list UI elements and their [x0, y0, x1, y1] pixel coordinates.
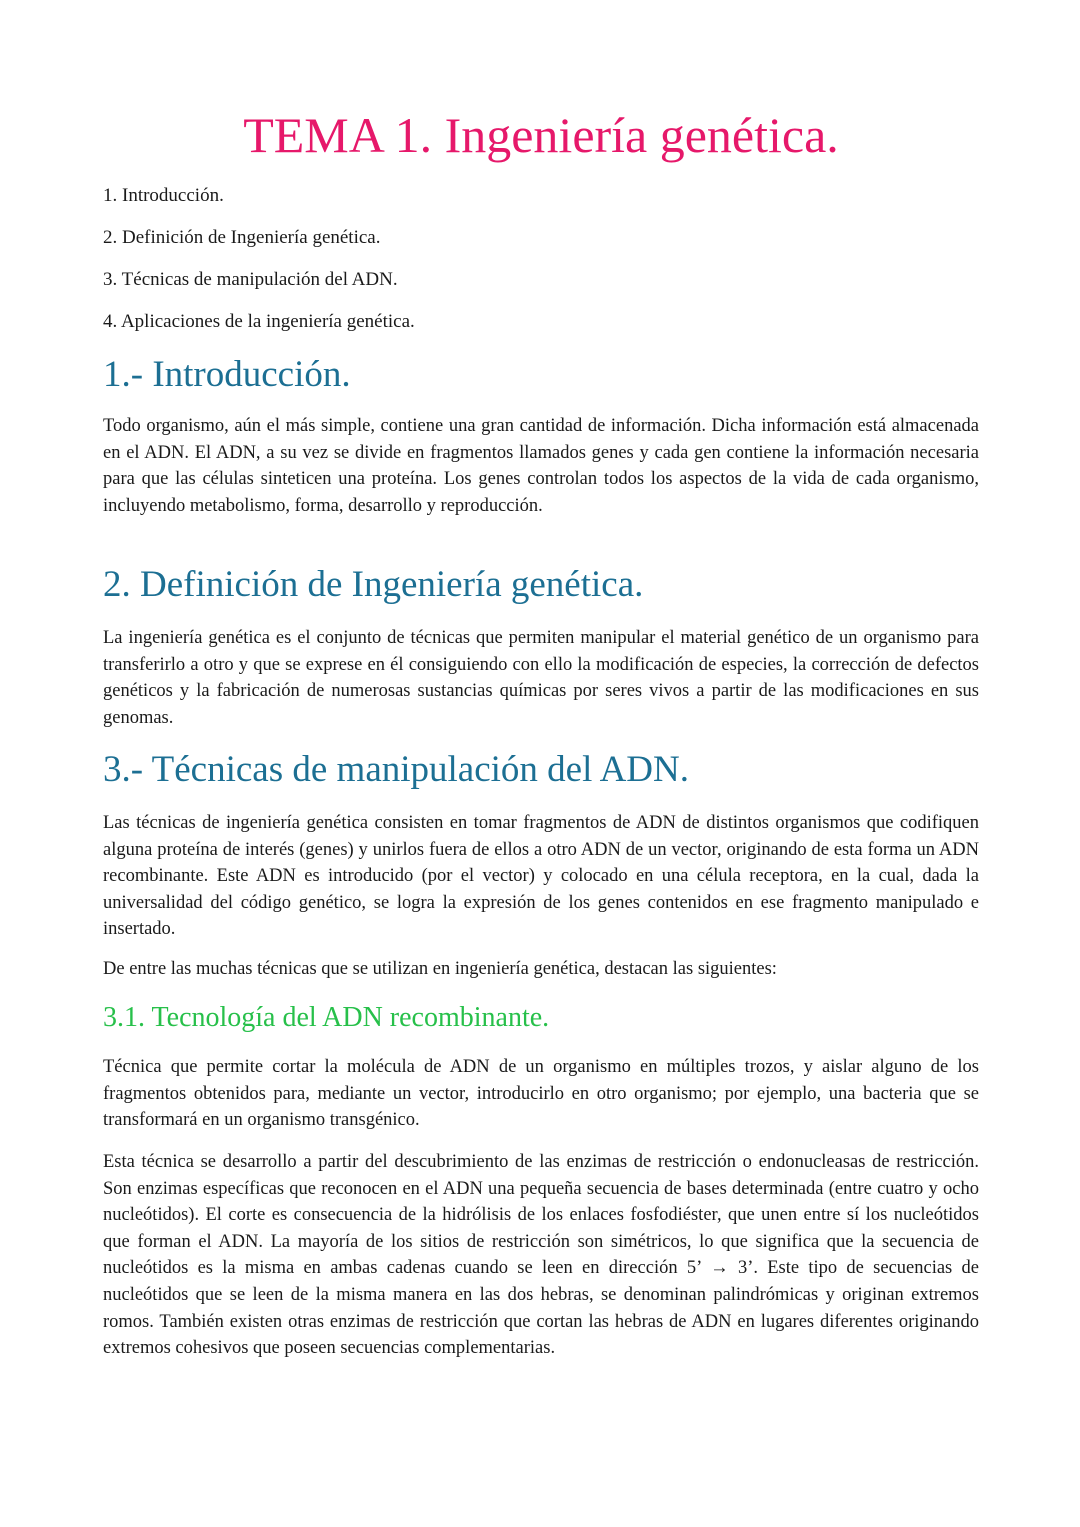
table-of-contents — [103, 182, 415, 350]
section-heading-definicion: 2. Definición de Ingeniería genética. — [103, 564, 644, 605]
toc-item: 1. Introducción. — [103, 185, 224, 206]
section-heading-introduccion: 1.- Introducción. — [103, 354, 351, 395]
toc-item: 3. Técnicas de manipulación del ADN. — [103, 269, 398, 290]
section-heading-tecnicas: 3.- Técnicas de manipulación del ADN. — [103, 749, 690, 790]
paragraph-adn-recombinante: Técnica que permite cortar la molécula de ADN de un organismo en múltiples trozos, y aislar alguno de los fragmentos obtenidos para, mediante un vector, introducirlo en otro organismo; por ejemplo, una bacteria que se transformará en un organismo transgénico. — [103, 1057, 979, 1131]
toc-item: 2. Definición de Ingeniería genética. — [103, 227, 381, 248]
subsection-heading-adn-recombinante: 3.1. Tecnología del ADN recombinante. — [103, 1002, 550, 1033]
paragraph-introduccion: Todo organismo, aún el más simple, contiene una gran cantidad de información. Dicha información está almacenada en el ADN. El ADN, a su vez se divide en fragmentos llamados genes y cada gen contiene la información necesaria para que las células sinteticen una proteína. Los genes controlan todos los aspectos de la vida de cada organismo, incluyendo metabolismo, forma, desarrollo y reproducción. — [103, 416, 979, 516]
document-title: TEMA 1. Ingeniería genética. — [243, 107, 839, 163]
paragraph-enzimas-restriccion: Esta técnica se desarrollo a partir del descubrimiento de las enzimas de restricción o endonucleasas de restricción. Son enzimas específicas que reconocen en el ADN una pequeña secuencia de bases determinada (entre cuatro y ocho nucleótidos). El corte es consecuencia de la hidrólisis de los enlaces fosfodiéster, que unen entre sí los nucleótidos que forman el ADN. La mayoría de los sitios de restricción son simétricos, lo que significa que la secuencia de nucleótidos es la misma en ambas cadenas cuando se leen en dirección 5’ → 3’. Este tipo de secuencias de nucleótidos que se leen de la misma manera en las dos hebras, se denominan palindrómicas y originan extremos romos. También existen otras enzimas de restricción que cortan las hebras de ADN en lugares diferentes originando extremos cohesivos que poseen secuencias complementarias. — [103, 1152, 979, 1359]
paragraph-tecnicas-intro: De entre las muchas técnicas que se utilizan en ingeniería genética, destacan las siguientes: — [103, 959, 777, 979]
paragraph-tecnicas: Las técnicas de ingeniería genética consisten en tomar fragmentos de ADN de distintos organismos que codifiquen alguna proteína de interés (genes) y unirlos fuera de ellos a otro ADN de un vector, originando de esta forma un ADN recombinante. Este ADN es introducido (por el vector) y colocado en una célula receptora, en la cual, dada la universalidad del código genético, se logra la expresión de los genes contenidos en ese fragmento manipulado e insertado. — [103, 813, 979, 940]
paragraph-definicion: La ingeniería genética es el conjunto de técnicas que permiten manipular el material genético de un organismo para transferirlo a otro y que se exprese en él consiguiendo con ello la modificación de especies, la corrección de defectos genéticos y la fabricación de numerosas sustancias químicas por seres vivos a partir de las modificaciones en sus genomas. — [103, 628, 979, 728]
toc-item: 4. Aplicaciones de la ingeniería genética. — [103, 311, 415, 332]
